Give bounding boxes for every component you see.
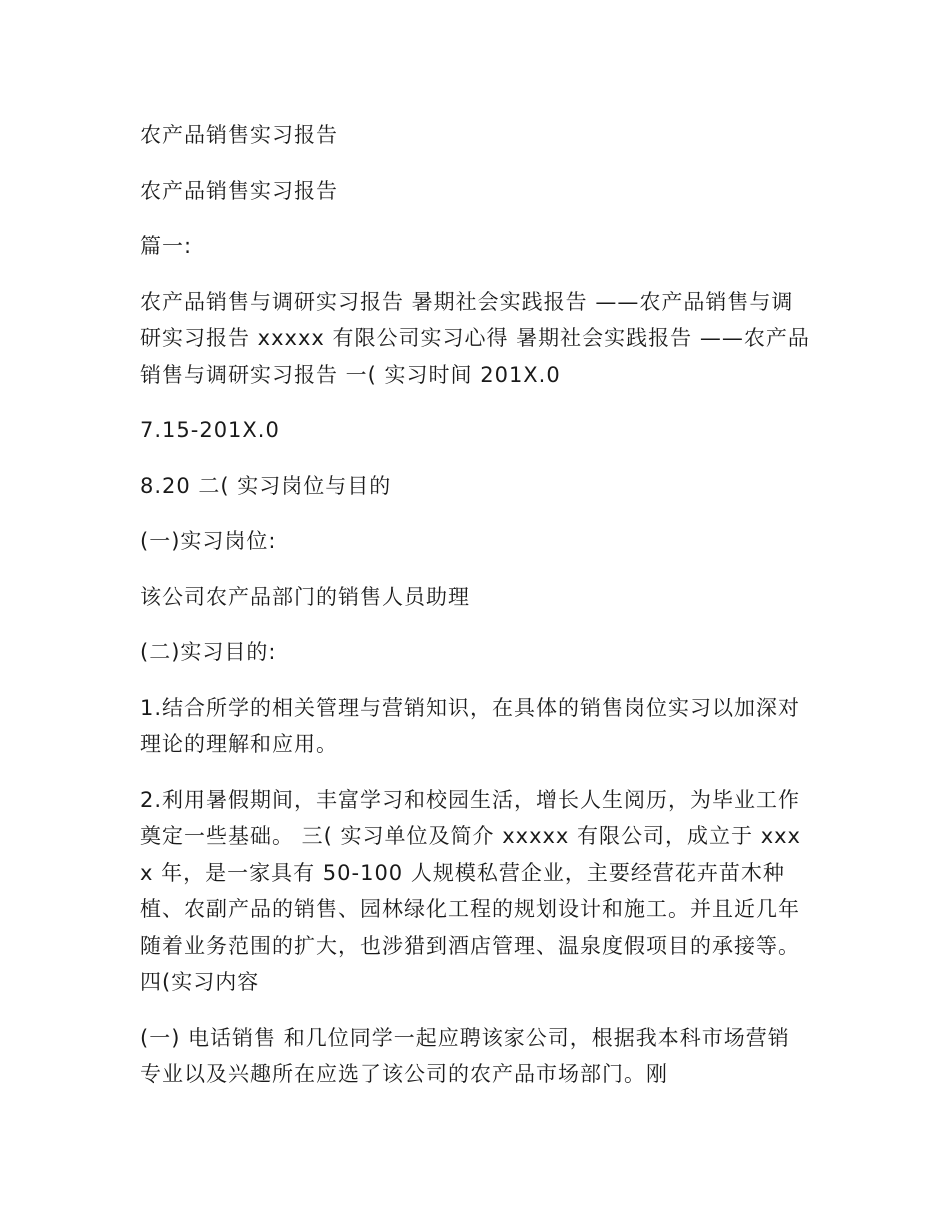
paragraph: (二)实习目的:: [140, 640, 277, 664]
paragraph: 7.15-201X.0: [140, 418, 280, 442]
section-heading: 篇一:: [140, 234, 193, 258]
paragraph: 农产品销售与调研实习报告 暑期社会实践报告 ——农产品销售与调研实习报告 xxxxx 有限公司实习心得 暑期社会实践报告 ——农产品销售与调研实习报告 一( 实习时间 201X.0: [140, 289, 810, 387]
paragraph: (一)实习岗位:: [140, 529, 277, 553]
document-title: 农产品销售实习报告: [140, 123, 338, 147]
paragraph: 2.利用暑假期间，丰富学习和校园生活，增长人生阅历，为毕业工作奠定一些基础。 三( 实习单位及简介 xxxxx 有限公司，成立于 xxxx 年，是一家具有 50-100 人规模私营企业，主要经营花卉苗木种植、农副产品的销售、园林绿化工程的规划设计和施工。并且近几年随着业务范围的扩大，也涉猎到酒店管理、温泉度假项目的承接等。 四(实习内容: [140, 787, 801, 994]
paragraph: 8.20 二( 实习岗位与目的: [140, 473, 392, 498]
document-subtitle: 农产品销售实习报告: [140, 178, 338, 203]
paragraph: 1.结合所学的相关管理与营销知识，在具体的销售岗位实习以加深对理论的理解和应用。: [140, 695, 801, 756]
paragraph: 该公司农产品部门的销售人员助理: [140, 584, 470, 609]
document-body: [140, 117, 810, 1112]
paragraph: (一) 电话销售 和几位同学一起应聘该家公司，根据我本科市场营销专业以及兴趣所在应选了该公司的农产品市场部门。刚: [140, 1025, 790, 1086]
